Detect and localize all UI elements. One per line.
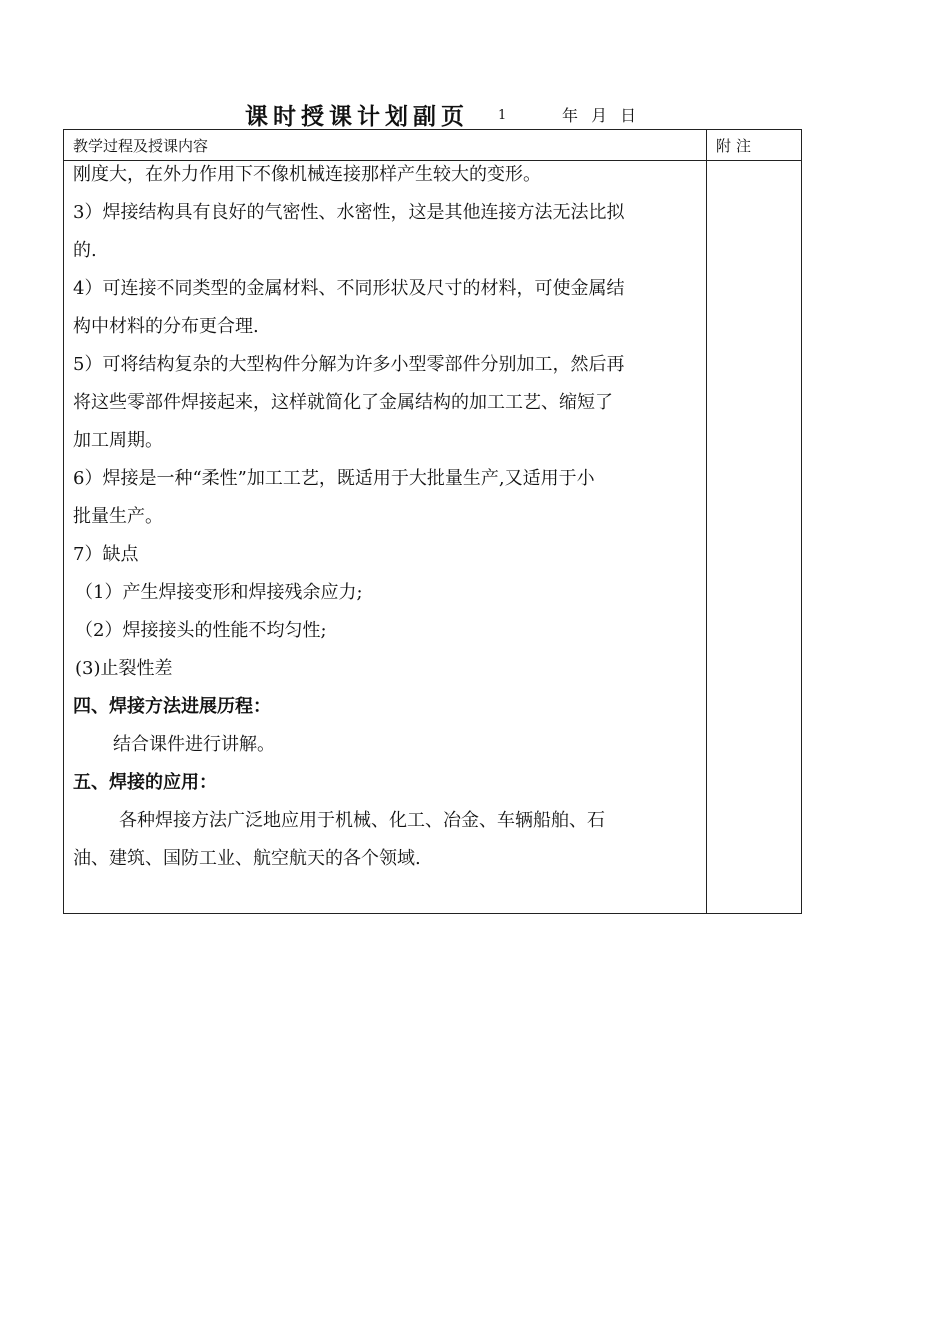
content-line: 将这些零部件焊接起来，这样就简化了金属结构的加工工艺、缩短了 [73, 392, 613, 413]
content-line: （2）焊接接头的性能不均匀性; [75, 620, 327, 641]
page-number: 1 [498, 108, 507, 123]
content-line: 6）焊接是一种“柔性”加工工艺，既适用于大批量生产,又适用于小 [73, 468, 595, 489]
content-line: (3)止裂性差 [75, 658, 173, 679]
date-label: 年 月 日 [562, 106, 637, 125]
content-line: 批量生产。 [73, 506, 163, 527]
content-line: 各种焊接方法广泛地应用于机械、化工、冶金、车辆船舶、石 [119, 810, 605, 831]
content-line: 4）可连接不同类型的金属材料、不同形状及尺寸的材料，可使金属结 [73, 278, 625, 299]
section-heading: 四、焊接方法进展历程： [73, 696, 271, 717]
content-line: （1）产生焊接变形和焊接残余应力; [75, 582, 363, 603]
title-row [0, 98, 950, 130]
page-title: 课时授课计划副页 [245, 103, 469, 130]
column-divider [706, 130, 707, 913]
content-line: 加工周期。 [73, 430, 163, 451]
notes-column-header: 附注 [716, 137, 757, 155]
lesson-content [73, 161, 701, 883]
content-line: 油、建筑、国防工业、航空航天的各个领域. [73, 848, 421, 869]
content-line: 刚度大，在外力作用下不像机械连接那样产生较大的变形。 [73, 164, 541, 185]
content-line: 的. [73, 240, 97, 261]
content-line: 7）缺点 [73, 544, 139, 565]
lesson-table [63, 129, 802, 914]
content-column-header: 教学过程及授课内容 [73, 137, 209, 155]
content-line: 5）可将结构复杂的大型构件分解为许多小型零部件分别加工，然后再 [73, 354, 625, 375]
section-heading: 五、焊接的应用： [73, 772, 217, 793]
content-line: 3）焊接结构具有良好的气密性、水密性，这是其他连接方法无法比拟 [73, 202, 625, 223]
content-line: 结合课件进行讲解。 [113, 734, 275, 755]
content-line: 构中材料的分布更合理. [73, 316, 259, 337]
